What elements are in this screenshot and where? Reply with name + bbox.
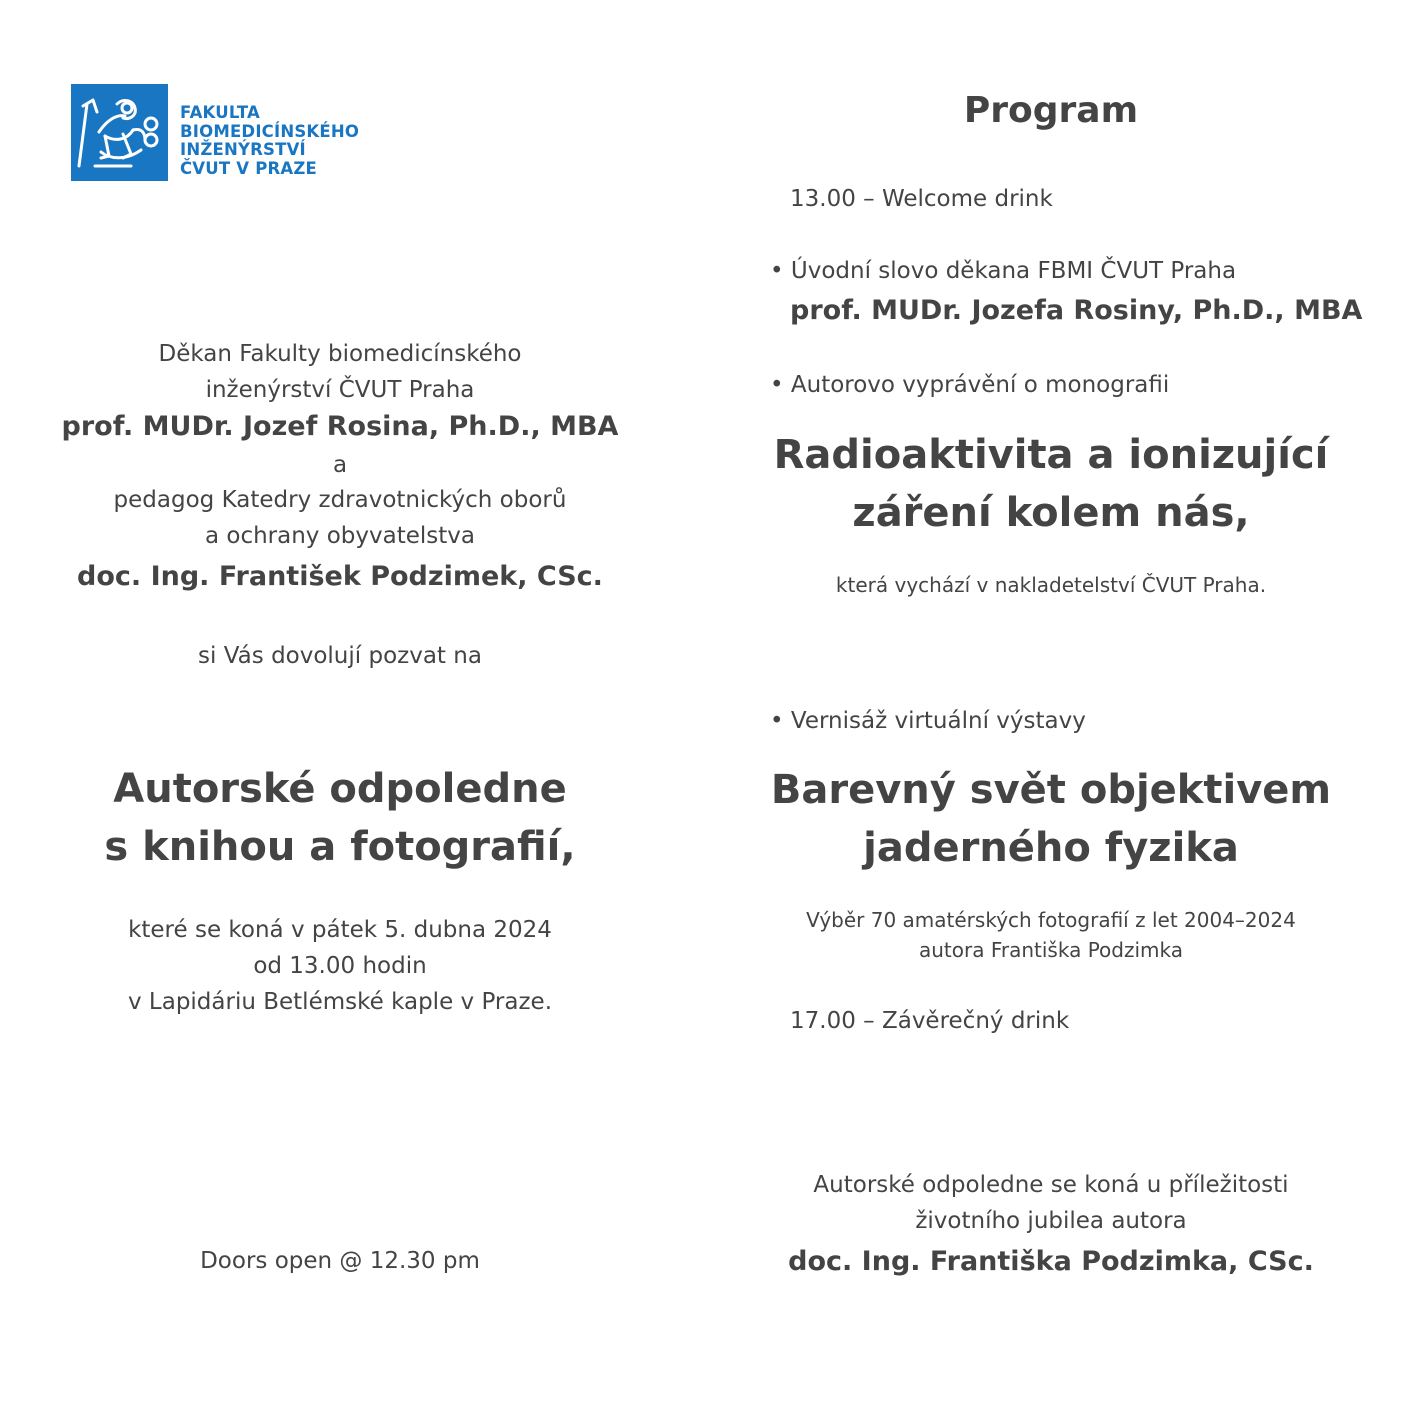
- book-note: která vychází v nakladetelství ČVUT Praha.: [835, 573, 1267, 597]
- exhibition-title-line: Barevný svět objektivem: [770, 767, 1332, 813]
- exhibition-note: [751, 905, 1351, 965]
- book-title: [751, 426, 1351, 542]
- occasion-line: životního jubilea autora: [915, 1208, 1187, 1234]
- exhibition-note-line: Výběr 70 amatérských fotografií z let 2004–2024: [806, 908, 1296, 932]
- event-details-line: v Lapidáriu Betlémské kaple v Praze.: [127, 989, 553, 1015]
- faculty-logo: [71, 84, 168, 181]
- program-heading: Program: [963, 90, 1139, 131]
- exhibition-note-line: autora Františka Podzimka: [918, 938, 1183, 962]
- teacher-role-line: a ochrany obyvatelstva: [204, 523, 475, 549]
- invite-text: si Vás dovolují pozvat na: [198, 643, 482, 669]
- occasion-line: Autorské odpoledne se koná u příležitosti: [813, 1172, 1289, 1198]
- event-details: [40, 912, 640, 1020]
- dean-intro: [40, 336, 640, 408]
- program-dean-name: prof. MUDr. Jozefa Rosiny, Ph.D., MBA: [790, 295, 1363, 326]
- faculty-logo-text: [180, 104, 359, 178]
- author-name: doc. Ing. Františka Podzimka, CSc.: [788, 1246, 1314, 1277]
- teacher-role-line: pedagog Katedry zdravotnických oborů: [113, 487, 567, 513]
- book-title-line: Radioaktivita a ionizující: [773, 432, 1329, 478]
- teacher-name: doc. Ing. František Podzimek, CSc.: [77, 561, 603, 592]
- logo-line: BIOMEDICÍNSKÉHO: [180, 121, 360, 141]
- lion-crest-icon: [71, 84, 168, 181]
- dean-intro-line: Děkan Fakulty biomedicínského: [158, 341, 522, 367]
- event-title: [40, 760, 640, 876]
- logo-line: ČVUT V PRAZE: [180, 158, 317, 178]
- program-item-monograph: • Autorovo vyprávění o monografii: [770, 372, 1170, 398]
- dean-intro-line: inženýrství ČVUT Praha: [205, 377, 475, 403]
- exhibition-title: [751, 761, 1351, 877]
- doors-open: Doors open @ 12.30 pm: [200, 1248, 480, 1274]
- teacher-role: [40, 482, 640, 554]
- program-welcome: 13.00 – Welcome drink: [790, 186, 1053, 212]
- and-text: a: [332, 452, 348, 478]
- logo-line: FAKULTA: [180, 103, 260, 122]
- exhibition-title-line: jaderného fyzika: [863, 825, 1239, 871]
- program-closing: 17.00 – Závěrečný drink: [790, 1008, 1070, 1034]
- dean-name: prof. MUDr. Jozef Rosina, Ph.D., MBA: [61, 411, 619, 442]
- occasion-text: [751, 1167, 1351, 1239]
- event-details-line: od 13.00 hodin: [253, 953, 427, 979]
- program-item-exhibition: • Vernisáž virtuální výstavy: [770, 708, 1086, 734]
- event-title-line: Autorské odpoledne: [113, 766, 567, 812]
- program-item-dean-speech: • Úvodní slovo děkana FBMI ČVUT Praha: [770, 258, 1237, 284]
- book-title-line: záření kolem nás,: [852, 490, 1250, 536]
- event-details-line: které se koná v pátek 5. dubna 2024: [128, 917, 552, 943]
- event-title-line: s knihou a fotografií,: [104, 824, 576, 870]
- logo-line: INŽENÝRSTVÍ: [180, 140, 306, 159]
